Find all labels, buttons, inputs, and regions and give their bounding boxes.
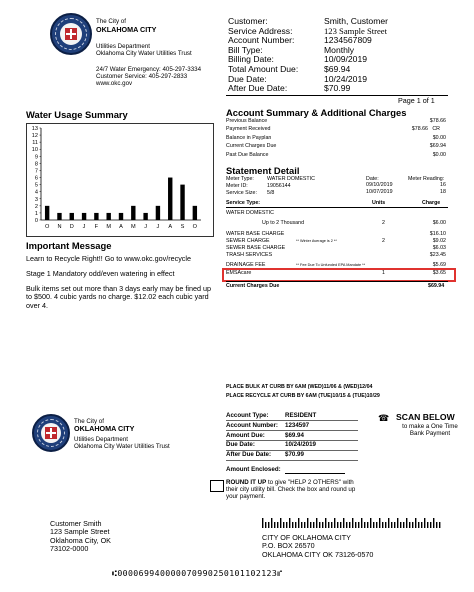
chart-y-tick-label: 0 — [34, 218, 38, 224]
statement-line-note: ** Winter Average is 2 ** — [296, 239, 337, 243]
barcode-bar — [325, 518, 326, 528]
barcode-bar — [352, 518, 353, 528]
account-info-label: Bill Type: — [228, 44, 263, 55]
barcode-bar — [316, 518, 317, 528]
summary-suffix: CR — [432, 126, 440, 133]
barcode-bar — [415, 518, 416, 528]
remit-address-line: CITY OF OKLAHOMA CITY — [262, 533, 351, 542]
stub-field-underline — [226, 460, 358, 461]
summary-row — [226, 126, 448, 134]
remit-address — [262, 534, 373, 559]
barcode-bar — [319, 522, 320, 528]
stub-field-label: Account Type: — [226, 412, 269, 419]
stub-field-label: After Due Date: — [226, 451, 272, 459]
barcode-bar — [283, 522, 284, 528]
statement-line-label: DRAINAGE FEE — [226, 262, 266, 268]
barcode-bar — [340, 522, 341, 528]
chart-bar — [94, 213, 98, 220]
stub-city-name: OKLAHOMA CITY — [74, 424, 135, 433]
message-title: Important Message — [26, 240, 112, 251]
col-charge: Charge — [422, 200, 441, 206]
barcode-bar — [421, 522, 422, 528]
summary-label: Balance in Payplan — [226, 134, 272, 141]
scan-subtitle: to make a One Time Bank Payment — [402, 423, 458, 438]
barcode-bar — [379, 518, 380, 528]
chart-x-tick-label: M — [106, 224, 112, 230]
barcode-bar — [289, 518, 290, 528]
barcode-bar — [331, 522, 332, 528]
summary-value: $69.94 — [429, 143, 446, 150]
col-service-type: Service Type: — [226, 200, 261, 206]
barcode-bar — [406, 518, 407, 528]
statement-line-label: Up to 2 Thousand — [262, 220, 305, 226]
barcode-bar — [355, 522, 356, 528]
barcode-bar — [277, 522, 278, 528]
remit-address-line: OKLAHOMA CITY OK 73126-0570 — [262, 549, 374, 559]
meter-date-label: Date: — [366, 176, 379, 182]
account-info-label: Billing Date: — [228, 54, 274, 65]
barcode-bar — [274, 522, 275, 528]
account-info-value: 10/24/2019 — [324, 73, 368, 84]
usage-title: Water Usage Summary — [26, 109, 128, 120]
barcode-bar — [292, 522, 293, 528]
chart-y-tick-label: 12 — [31, 133, 38, 140]
statement-line-charge: $9.02 — [432, 238, 446, 244]
stub-city-seal-logo — [32, 414, 70, 452]
chart-bar — [143, 213, 147, 220]
chart-bar — [180, 185, 184, 220]
meter-type-label: Meter Type: — [226, 176, 254, 182]
account-info-label: Total Amount Due: — [228, 63, 299, 74]
chart-bar — [193, 206, 197, 220]
meter-date-1: 09/10/2019 — [366, 182, 393, 188]
barcode-bar — [403, 522, 404, 528]
barcode-bar — [418, 522, 419, 528]
message-line1: Learn to Recycle Right!! Go to www.okc.gov/recycle — [26, 254, 191, 263]
barcode-bar — [382, 522, 383, 528]
chart-bar — [131, 206, 135, 220]
barcode-bar — [433, 518, 434, 528]
account-info-label: Account Number: — [228, 35, 295, 46]
city-seal-logo — [50, 13, 92, 55]
chart-bar — [45, 206, 49, 220]
stub-field-underline — [226, 420, 358, 421]
usage-chart-frame — [26, 123, 214, 237]
chart-x-tick-label: J — [82, 224, 86, 230]
barcode-bar — [295, 522, 296, 528]
chart-bar — [106, 213, 110, 220]
meter-date-2: 10/07/2019 — [366, 189, 393, 195]
barcode-bar — [301, 522, 302, 528]
barcode-bar — [343, 518, 344, 528]
stub-field-underline — [226, 440, 358, 441]
header-dept-line1: Utilities Department — [96, 43, 150, 50]
account-info-value: Monthly — [324, 44, 355, 55]
barcode-bar — [271, 518, 272, 528]
customer-address-line: 73102-0000 — [50, 544, 89, 554]
bulk-pickup-line: PLACE BULK AT CURB BY 6AM (WED)11/06 & (WED)12/04 — [226, 384, 373, 390]
chart-x-tick-label: M — [130, 224, 136, 230]
chart-y-tick-label: 9 — [34, 154, 38, 161]
stub-field-underline — [226, 430, 358, 431]
barcode-bar — [262, 518, 263, 528]
barcode-bar — [391, 522, 392, 528]
statement-line-charge: $5.69 — [432, 262, 446, 268]
stub-field-label: Account Number: — [226, 421, 278, 429]
account-info-label: After Due Date: — [228, 83, 288, 94]
stub-field-value: RESIDENT — [285, 412, 317, 419]
summary-table — [226, 118, 448, 160]
barcode-bar — [409, 522, 410, 528]
stub-field-label: Due Date: — [226, 441, 255, 449]
chart-y-tick-label: 3 — [34, 196, 38, 203]
summary-value: $0.00 — [432, 151, 446, 158]
barcode-bar — [394, 522, 395, 528]
statement-line-units: 1 — [382, 270, 385, 276]
col-units: Units — [372, 200, 386, 206]
chart-bar — [82, 213, 86, 220]
meter-reading-2: 18 — [440, 189, 446, 195]
statement-line-charge: $6.00 — [432, 220, 446, 226]
barcode-bar — [337, 522, 338, 528]
summary-value: $78.66 — [429, 118, 446, 124]
barcode-bar — [430, 522, 431, 528]
chart-x-tick-label: J — [144, 224, 148, 230]
message-line3: Bulk items set out more than 3 days early may be fined up to $500. 4 cubic yards no charge. $12.02 each cubic yard over 4. — [26, 284, 211, 310]
summary-label: Payment Received — [226, 126, 271, 133]
statement-line-charge: $16.10 — [429, 231, 446, 237]
account-info-label: Customer: — [228, 16, 268, 26]
account-info-value: $69.94 — [324, 63, 351, 74]
roundup-text — [226, 479, 356, 501]
amount-enclosed-label: Amount Enclosed: — [226, 466, 281, 473]
summary-label: Previous Balance — [226, 118, 268, 124]
barcode-bar — [358, 522, 359, 528]
stub-field-underline — [226, 450, 358, 451]
statement-total-value: $69.94 — [428, 283, 445, 289]
summary-value: $0.00 — [432, 134, 446, 141]
chart-x-tick-label: F — [94, 224, 99, 230]
chart-bar — [70, 213, 74, 220]
barcode-bar — [397, 518, 398, 528]
barcode-bar — [265, 522, 266, 528]
statement-line-label: SEWER BASE CHARGE — [226, 245, 286, 251]
chart-bar — [57, 213, 61, 220]
account-info-row — [228, 84, 448, 94]
chart-x-tick-label: A — [168, 224, 173, 230]
chart-x-tick-label: D — [69, 224, 74, 230]
account-info-value: $70.99 — [324, 83, 351, 94]
stub-field-label: Amount Due: — [226, 431, 265, 439]
roundup-checkbox[interactable] — [210, 480, 224, 492]
highlight-box — [222, 268, 456, 282]
chart-y-tick-label: 11 — [32, 140, 38, 147]
chart-y-tick-label: 5 — [34, 182, 38, 189]
barcode-bar — [412, 522, 413, 528]
statement-line-label: WATER DOMESTIC — [226, 210, 274, 216]
account-info-value: 123 Sample Street — [324, 25, 388, 36]
meter-reading-1: 16 — [440, 182, 446, 188]
chart-x-tick-label: J — [156, 224, 160, 230]
account-info-label: Service Address: — [228, 25, 293, 36]
header-website: www.okc.gov — [96, 80, 133, 87]
customer-address-line: 123 Sample Street — [50, 527, 110, 537]
barcode-bar — [286, 522, 287, 528]
barcode-bar — [280, 518, 281, 528]
barcode-bar — [370, 518, 371, 528]
barcode-bar — [298, 518, 299, 528]
barcode-bar — [310, 522, 311, 528]
header-dept-line2: Oklahoma City Water Utilities Trust — [96, 50, 192, 57]
chart-x-tick-label: S — [180, 224, 185, 230]
usage-chart — [27, 124, 213, 236]
header-emergency-phone: 24/7 Water Emergency: 405-297-3334 — [96, 66, 202, 73]
chart-y-tick-label: 7 — [34, 168, 38, 175]
chart-x-tick-label: N — [57, 224, 62, 230]
micr-line: ⑆000069940000070990250101102123⑈ — [112, 568, 283, 578]
stub-city-line: The City of — [74, 418, 104, 425]
barcode-bar — [349, 522, 350, 528]
barcode-bar — [439, 522, 440, 528]
chart-bar — [119, 213, 123, 220]
barcode-bar — [424, 518, 425, 528]
chart-bar — [168, 178, 172, 220]
stub-field-value: 1234597 — [285, 421, 310, 429]
barcode-bar — [373, 522, 374, 528]
barcode-bar — [307, 518, 308, 528]
barcode-bar — [313, 522, 314, 528]
barcode-bar — [334, 518, 335, 528]
stub-field-value: $70.99 — [285, 451, 304, 459]
chart-y-tick-label: 10 — [31, 147, 38, 154]
barcode-bar — [427, 522, 428, 528]
chart-x-tick-label: O — [192, 224, 198, 230]
account-info-value: 10/09/2019 — [324, 54, 368, 65]
barcode-bar — [268, 522, 269, 528]
roundup-body: to give "HELP 2 OTHERS" with their city utility bill. Check the box and round up your payment. — [226, 479, 356, 501]
postal-barcode — [262, 518, 452, 528]
chart-x-tick-label: A — [119, 224, 123, 230]
account-info-value: Smith, Customer — [324, 16, 388, 26]
barcode-bar — [364, 522, 365, 528]
roundup-bold: ROUND IT UP — [226, 479, 267, 486]
barcode-bar — [322, 522, 323, 528]
statement-line-label: TRASH SERVICES — [226, 252, 273, 258]
stub-dept-line2: Oklahoma City Water Utilities Trust — [74, 443, 170, 450]
statement-line-note: ** Fee Due To Unfunded EPA Mandate ** — [296, 263, 366, 267]
barcode-bar — [436, 522, 437, 528]
service-size-value: 5/8 — [267, 190, 275, 196]
statement-line-label: WATER BASE CHARGE — [226, 231, 285, 237]
customer-address-line: Oklahoma City, OK — [50, 535, 111, 545]
barcode-bar — [400, 522, 401, 528]
header-city-line: The City of — [96, 18, 126, 25]
stub-field-value: $69.94 — [285, 431, 304, 439]
message-line2: Stage 1 Mandatory odd/even watering in effect — [26, 269, 175, 278]
account-info-label: Due Date: — [228, 73, 267, 84]
header-city-name: OKLAHOMA CITY — [96, 25, 157, 34]
customer-address — [50, 520, 111, 554]
chart-x-tick-label: O — [44, 224, 50, 230]
summary-value: $78.66 — [411, 126, 428, 133]
stub-dept-line1: Utilities Department — [74, 436, 128, 443]
barcode-bar — [328, 522, 329, 528]
meter-id-label: Meter ID: — [226, 183, 248, 189]
summary-label: Past Due Balance — [226, 151, 269, 158]
statement-title: Statement Detail — [226, 165, 300, 176]
statement-line-units: 2 — [382, 220, 385, 226]
service-size-label: Service Size: — [226, 190, 257, 196]
stub-field-value: 10/24/2019 — [285, 441, 316, 449]
statement-line-charge: $23.45 — [429, 252, 446, 258]
scan-title: SCAN BELOW — [396, 412, 455, 422]
account-info-block — [228, 17, 448, 94]
summary-row — [226, 118, 448, 126]
page-indicator: Page 1 of 1 — [398, 96, 435, 105]
barcode-bar — [388, 518, 389, 528]
summary-title: Account Summary & Additional Charges — [226, 107, 407, 118]
customer-address-line: Customer Smith — [50, 519, 102, 528]
barcode-bar — [361, 518, 362, 528]
summary-row — [226, 135, 448, 143]
barcode-bar — [376, 522, 377, 528]
meter-reading-label: Meter Reading: — [408, 176, 445, 182]
chart-y-tick-label: 1 — [34, 210, 38, 217]
chart-y-tick-label: 6 — [34, 175, 38, 182]
statement-line-label: SEWER CHARGE — [226, 238, 270, 244]
chart-bar — [156, 206, 160, 220]
barcode-bar — [304, 522, 305, 528]
statement-line-label: EMSAcare — [226, 270, 252, 276]
chart-y-tick-label: 4 — [34, 189, 38, 196]
account-info-value: 1234567809 — [324, 35, 372, 46]
recycle-pickup-line: PLACE RECYCLE AT CURB BY 6AM (TUE)10/15 & (TUE)10/29 — [226, 393, 380, 399]
barcode-bar — [346, 522, 347, 528]
statement-line-units: 2 — [382, 238, 385, 244]
header-service-phone: Customer Service: 405-297-2833 — [96, 73, 188, 80]
chart-y-tick-label: 8 — [34, 161, 38, 168]
phone-icon: ☎ — [378, 413, 390, 423]
statement-total-label: Current Charges Due — [226, 283, 280, 289]
chart-y-tick-label: 2 — [34, 203, 38, 210]
barcode-bar — [367, 522, 368, 528]
barcode-bar — [385, 522, 386, 528]
statement-line-charge: $3.65 — [432, 270, 446, 276]
summary-row — [226, 152, 448, 160]
meter-id-value: 19056144 — [267, 183, 291, 189]
chart-y-tick-label: 13 — [31, 126, 38, 132]
amount-enclosed-line[interactable] — [285, 473, 345, 474]
remit-address-line: P.O. BOX 26570 — [262, 541, 315, 551]
summary-row — [226, 143, 448, 151]
statement-line-charge: $6.03 — [432, 245, 446, 251]
meter-type-value: WATER DOMESTIC — [267, 176, 315, 182]
summary-label: Current Charges Due — [226, 143, 277, 150]
